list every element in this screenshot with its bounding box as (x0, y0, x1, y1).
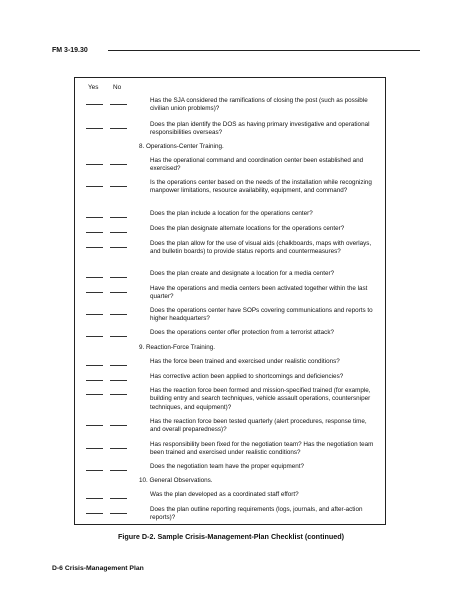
yes-blank[interactable] (86, 314, 103, 315)
no-blank[interactable] (110, 394, 127, 395)
question-text: Does the plan allow for the use of visual aids (chalkboards, maps with overlays, and bulletin boards) to provide status reports and countermeasures? (150, 240, 372, 256)
yes-blank[interactable] (86, 217, 103, 218)
section-title: 8. Operations-Center Training. (139, 143, 224, 150)
yes-blank[interactable] (86, 425, 103, 426)
no-column-header: No (113, 84, 122, 91)
no-blank[interactable] (110, 425, 127, 426)
question-text: Is the operations center based on the needs of the installation while recognizing manpower limitations, resource availability, equipment, and command? (150, 179, 372, 195)
no-blank[interactable] (110, 128, 127, 129)
yes-blank[interactable] (86, 365, 103, 366)
section-title: 10. General Observations. (139, 477, 213, 484)
no-blank[interactable] (110, 380, 127, 381)
page-header-id: FM 3-19.30 (52, 47, 88, 54)
yes-blank[interactable] (86, 247, 103, 248)
yes-blank[interactable] (86, 513, 103, 514)
no-blank[interactable] (110, 277, 127, 278)
question-text: Has the operational command and coordination center been established and exercised? (150, 157, 364, 173)
yes-blank[interactable] (86, 470, 103, 471)
yes-blank[interactable] (86, 232, 103, 233)
yes-column-header: Yes (88, 84, 99, 91)
yes-blank[interactable] (86, 498, 103, 499)
no-blank[interactable] (110, 232, 127, 233)
question-text: Does the plan outline reporting requirements (logs, journals, and after-action reports)? (150, 506, 363, 522)
yes-blank[interactable] (86, 394, 103, 395)
no-blank[interactable] (110, 365, 127, 366)
yes-blank[interactable] (86, 448, 103, 449)
yes-blank[interactable] (86, 292, 103, 293)
question-text: Does the operations center offer protection from a terrorist attack? (150, 329, 334, 336)
section-title: 9. Reaction-Force Training. (139, 344, 215, 351)
no-blank[interactable] (110, 470, 127, 471)
yes-blank[interactable] (86, 277, 103, 278)
question-text: Has the reaction force been tested quarterly (alert procedures, response time, and overall preparedness)? (150, 418, 367, 434)
no-blank[interactable] (110, 186, 127, 187)
question-text: Has responsibility been fixed for the negotiation team? Has the negotiation team been trained and exercised under realistic conditions? (150, 441, 374, 457)
yes-blank[interactable] (86, 128, 103, 129)
no-blank[interactable] (110, 104, 127, 105)
no-blank[interactable] (110, 336, 127, 337)
no-blank[interactable] (110, 247, 127, 248)
no-blank[interactable] (110, 292, 127, 293)
question-text: Have the operations and media centers been activated together within the last quarter? (150, 285, 368, 301)
yes-blank[interactable] (86, 104, 103, 105)
no-blank[interactable] (110, 498, 127, 499)
question-text: Has the force been trained and exercised under realistic conditions? (150, 358, 340, 365)
question-text: Does the plan designate alternate locations for the operations center? (150, 225, 345, 232)
yes-blank[interactable] (86, 186, 103, 187)
question-text: Does the operations center have SOPs covering communications and reports to higher headquarters? (150, 307, 373, 323)
page-footer: D-6 Crisis-Management Plan (52, 565, 144, 572)
no-blank[interactable] (110, 164, 127, 165)
question-text: Does the negotiation team have the proper equipment? (150, 463, 305, 470)
no-blank[interactable] (110, 314, 127, 315)
yes-blank[interactable] (86, 336, 103, 337)
question-text: Has the SJA considered the ramifications of closing the post (such as possible civilian union problems)? (150, 97, 368, 113)
question-text: Was the plan developed as a coordinated staff effort? (150, 491, 299, 498)
yes-blank[interactable] (86, 164, 103, 165)
question-text: Has the reaction force been formed and mission-specified trained (for example, building entry and search techniques, vehicle assault operations, countersniper techniques, and equipment)? (150, 387, 371, 411)
yes-blank[interactable] (86, 380, 103, 381)
no-blank[interactable] (110, 448, 127, 449)
question-text: Does the plan include a location for the operations center? (150, 210, 313, 217)
figure-caption: Figure D-2. Sample Crisis-Management-Plan Checklist (continued) (117, 532, 345, 541)
no-blank[interactable] (110, 217, 127, 218)
no-blank[interactable] (110, 513, 127, 514)
question-text: Does the plan identify the DOS as having primary investigative and operational responsibilities overseas? (150, 121, 370, 137)
question-text: Does the plan create and designate a location for a media center? (150, 270, 335, 277)
question-text: Has corrective action been applied to shortcomings and deficiencies? (150, 373, 344, 380)
